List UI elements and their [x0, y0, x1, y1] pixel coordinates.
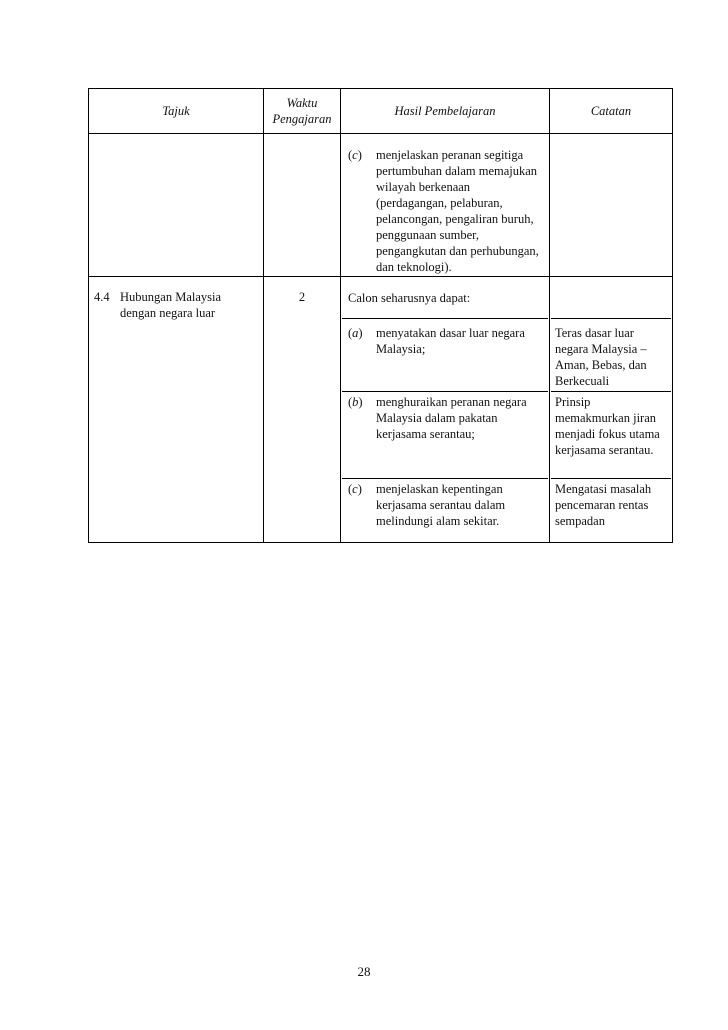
- header-waktu: [264, 89, 341, 134]
- header-waktu-line1: Waktu: [286, 96, 318, 110]
- header-waktu-line2: Pengajaran: [272, 112, 332, 126]
- cell-hours: 2: [264, 277, 341, 543]
- cell-outcome-continuation: [341, 134, 550, 277]
- topic-title: Hubungan Malaysia dengan negara luar: [120, 290, 222, 320]
- note-a: Teras dasar luar negara Malaysia – Aman, Bebas, dan Berkecuali: [555, 326, 647, 388]
- outcome-item-b: (b) menghuraikan peranan negara Malaysia dalam pakatan kerjasama serantau;: [348, 392, 542, 478]
- cell-notes: [550, 277, 673, 543]
- note-b: Prinsip memakmurkan jiran menjadi fokus utama kerjasama serantau.: [555, 395, 660, 457]
- outcome-mark: b: [352, 395, 359, 409]
- cell-outcomes: [341, 277, 550, 543]
- cell-catatan-empty: [550, 134, 673, 277]
- header-tajuk: Tajuk: [89, 89, 264, 134]
- syllabus-table: [88, 88, 673, 543]
- table-row-topic: [89, 277, 673, 543]
- outcomes-lead: Calon seharusnya dapat:: [348, 291, 471, 305]
- outcome-mark: c: [352, 482, 358, 496]
- cell-tajuk-empty: [89, 134, 264, 277]
- page-number: 28: [357, 964, 371, 979]
- cell-topic: [89, 277, 264, 543]
- outcome-item-a: (a) menyatakan dasar luar negara Malaysia;: [348, 319, 542, 391]
- header-hasil: Hasil Pembelajaran: [341, 89, 550, 134]
- table-header-row: [89, 89, 673, 134]
- topic-number: 4.4: [94, 290, 110, 304]
- outcome-mark: c: [352, 148, 358, 162]
- note-c: Mengatasi masalah pencemaran rentas sempadan: [555, 482, 652, 528]
- table-row-continuation: [89, 134, 673, 277]
- outcome-text: menghuraikan peranan negara Malaysia dalam pakatan kerjasama serantau;: [376, 395, 527, 441]
- outcome-mark: a: [352, 326, 359, 340]
- outcome-text: menjelaskan peranan segitiga pertumbuhan dalam memajukan wilayah berkenaan (perdagangan, pelaburan, pelancongan, pengaliran buruh, penggunaan sumber, pengangkutan dan perhubungan, dan teknologi).: [376, 148, 539, 274]
- cell-waktu-empty: [264, 134, 341, 277]
- outcome-item-c: (c) menjelaskan kepentingan kerjasama serantau dalam melindungi alam sekitar.: [348, 479, 542, 541]
- outcome-item: (c) menjelaskan peranan segitiga pertumbuhan dalam memajukan wilayah berkenaan (perdagangan, pelaburan, pelancongan, pengaliran buruh, penggunaan sumber, pengangkutan dan perhubungan, dan teknologi).: [348, 147, 542, 275]
- header-catatan: Catatan: [550, 89, 673, 134]
- outcome-text: menjelaskan kepentingan kerjasama serantau dalam melindungi alam sekitar.: [376, 482, 506, 528]
- outcome-text: menyatakan dasar luar negara Malaysia;: [376, 326, 525, 356]
